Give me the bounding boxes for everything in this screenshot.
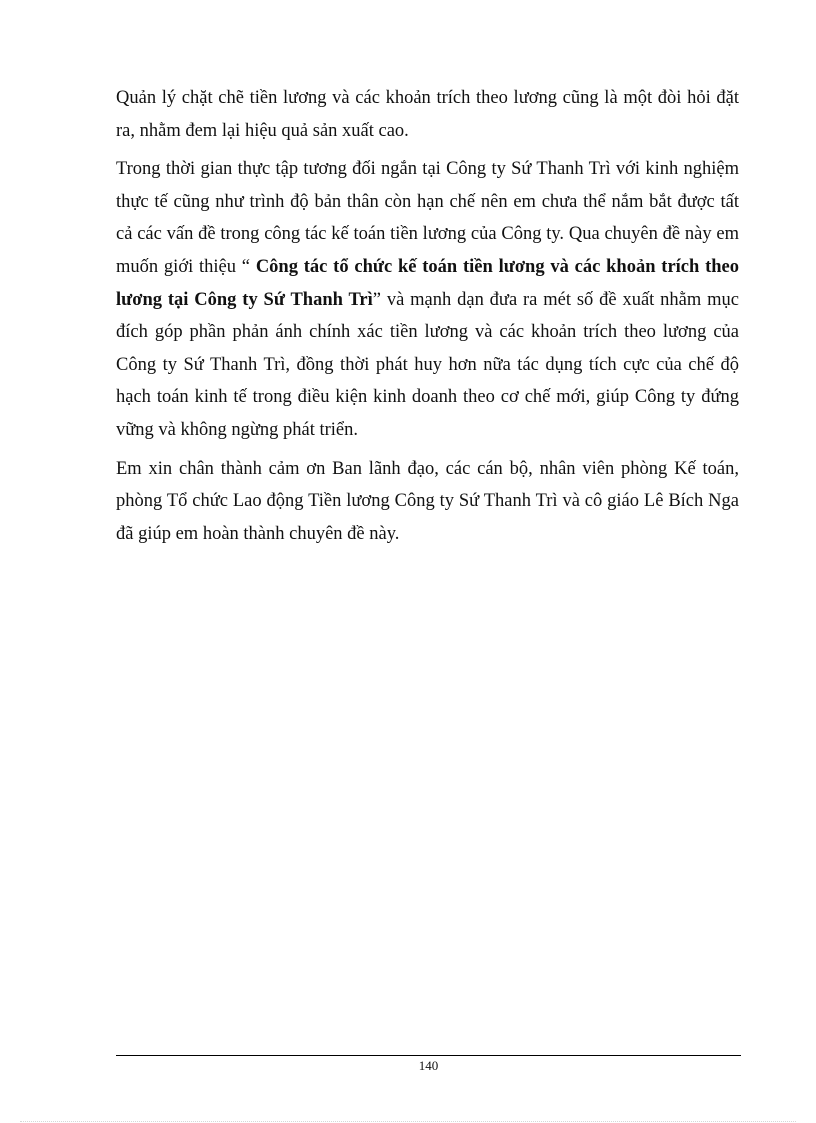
paragraph-acknowledgement: Em xin chân thành cảm ơn Ban lãnh đạo, các cán bộ, nhân viên phòng Kế toán, phòng Tổ chức Lao động Tiền lương Công ty Sứ Thanh Trì và cô giáo Lê Bích Nga đã giúp em hoàn thành chuyên đề này.: [116, 458, 739, 544]
paragraph-text-after-title: ” và mạnh dạn đưa ra mét số đề xuất nhằm mục đích góp phần phản ánh chính xác tiền lương và các khoản trích theo lương của Công ty Sứ Thanh Trì, đồng thời phát huy hơn nữa tác dụng tích cực của chế độ hạch toán kinh tế trong điều kiện kinh doanh theo cơ chế mới, giúp Công ty đứng vững và không ngừng phát triển.: [116, 289, 739, 440]
page-bottom-edge: [20, 1121, 796, 1122]
thesis-title-bold: Công tác tổ chức kế toán tiền lương và các khoản trích theo lương tại Công ty Sứ Thanh Trì: [116, 256, 739, 310]
paragraph-conclusion-intro: Quản lý chặt chẽ tiền lương và các khoản trích theo lương cũng là một đòi hỏi đặt ra, nhằm đem lại hiệu quả sản xuất cao.: [116, 88, 739, 141]
paragraph-thesis-purpose: [116, 153, 739, 446]
page-number: 140: [418, 1058, 439, 1073]
paragraph-text-before-title: Trong thời gian thực tập tương đối ngắn tại Công ty Sứ Thanh Trì với kinh nghiệm thực tế cũng như trình độ bản thân còn hạn chế nên em chưa thể nắm bắt được tất cả các vấn đề trong công tác kế toán tiền lương của Công ty. Qua chuyên đề này em muốn giới thiệu “: [116, 159, 739, 277]
body-text: [116, 82, 739, 550]
footer-divider: [116, 1055, 741, 1056]
